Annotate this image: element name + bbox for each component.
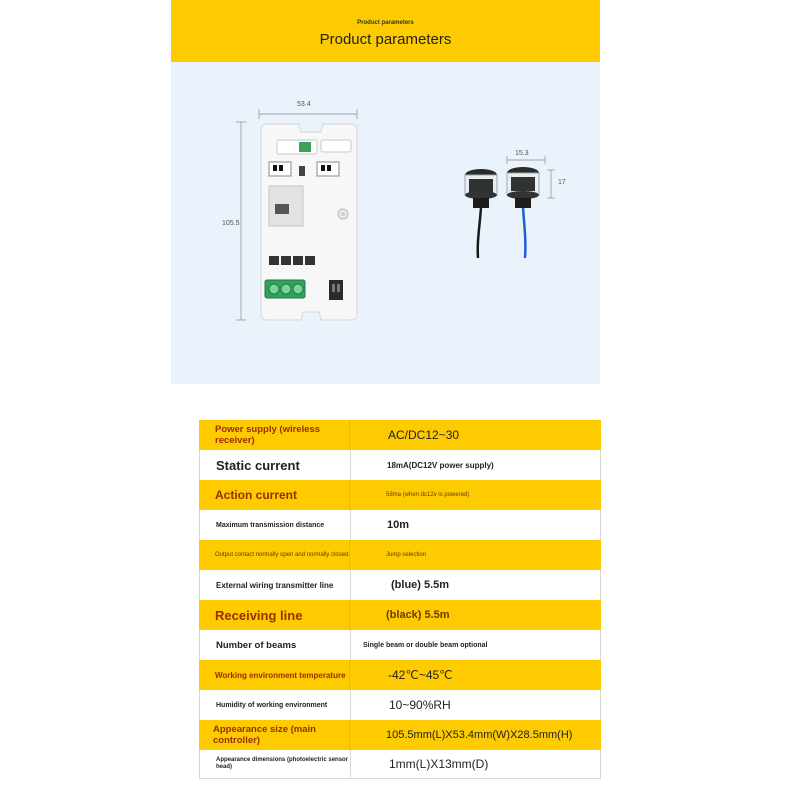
param-name: Action current bbox=[215, 488, 298, 502]
table-row bbox=[199, 570, 601, 600]
sensor-width-label: 15.3 bbox=[515, 150, 529, 157]
param-value: Jump selection bbox=[349, 540, 601, 570]
param-name: External wiring transmitter line bbox=[216, 580, 334, 590]
param-name: Appearance dimensions (photoelectric sensor head) bbox=[216, 757, 349, 770]
controller-device bbox=[261, 124, 357, 320]
param-value: (black) 5.5m bbox=[349, 600, 601, 630]
param-value: 18mA(DC12V power supply) bbox=[350, 450, 602, 480]
table-row bbox=[199, 630, 601, 660]
controller-height-label: 105.5 bbox=[222, 220, 240, 227]
page-title: Product parameters bbox=[319, 31, 452, 48]
controller-width-label: 53.4 bbox=[297, 101, 311, 108]
table-row bbox=[199, 600, 601, 630]
param-name: Output contact normally open and normally closed bbox=[215, 552, 349, 558]
param-value: 58ma (when dc12v is powered) bbox=[349, 480, 601, 510]
param-name: Power supply (wireless receiver) bbox=[215, 424, 321, 446]
param-value: 105.5mm(L)X53.4mm(W)X28.5mm(H) bbox=[349, 720, 601, 750]
sensor-height-label: 17 bbox=[558, 179, 566, 186]
param-name: Number of beams bbox=[216, 639, 297, 651]
table-row bbox=[199, 720, 601, 750]
parameter-table bbox=[199, 420, 601, 777]
param-value: Single beam or double beam optional bbox=[350, 630, 602, 660]
param-name: Humidity of working environment bbox=[216, 701, 328, 709]
header-banner bbox=[171, 0, 600, 62]
sensor-heads bbox=[465, 156, 555, 258]
table-row bbox=[199, 480, 601, 510]
product-photo-area bbox=[171, 62, 600, 384]
table-row bbox=[199, 420, 601, 450]
param-value: -42℃~45℃ bbox=[349, 660, 601, 690]
param-value: 10~90%RH bbox=[350, 690, 602, 720]
table-row bbox=[199, 660, 601, 690]
param-name: Static current bbox=[216, 457, 300, 473]
param-value: AC/DC12~30 bbox=[349, 420, 601, 450]
param-value: 10m bbox=[350, 510, 602, 540]
param-name: Appearance size (main controller) bbox=[213, 724, 316, 746]
param-name: Working environment temperature bbox=[215, 670, 346, 680]
table-row bbox=[199, 510, 601, 540]
param-value: 1mm(L)X13mm(D) bbox=[350, 750, 602, 778]
table-row bbox=[199, 540, 601, 570]
table-row bbox=[199, 750, 601, 779]
param-name: Maximum transmission distance bbox=[216, 521, 325, 529]
header-small-title: Product parameters bbox=[357, 20, 414, 26]
table-row bbox=[199, 450, 601, 480]
table-row bbox=[199, 690, 601, 720]
param-name: Receiving line bbox=[215, 607, 303, 623]
param-value: (blue) 5.5m bbox=[350, 570, 602, 600]
